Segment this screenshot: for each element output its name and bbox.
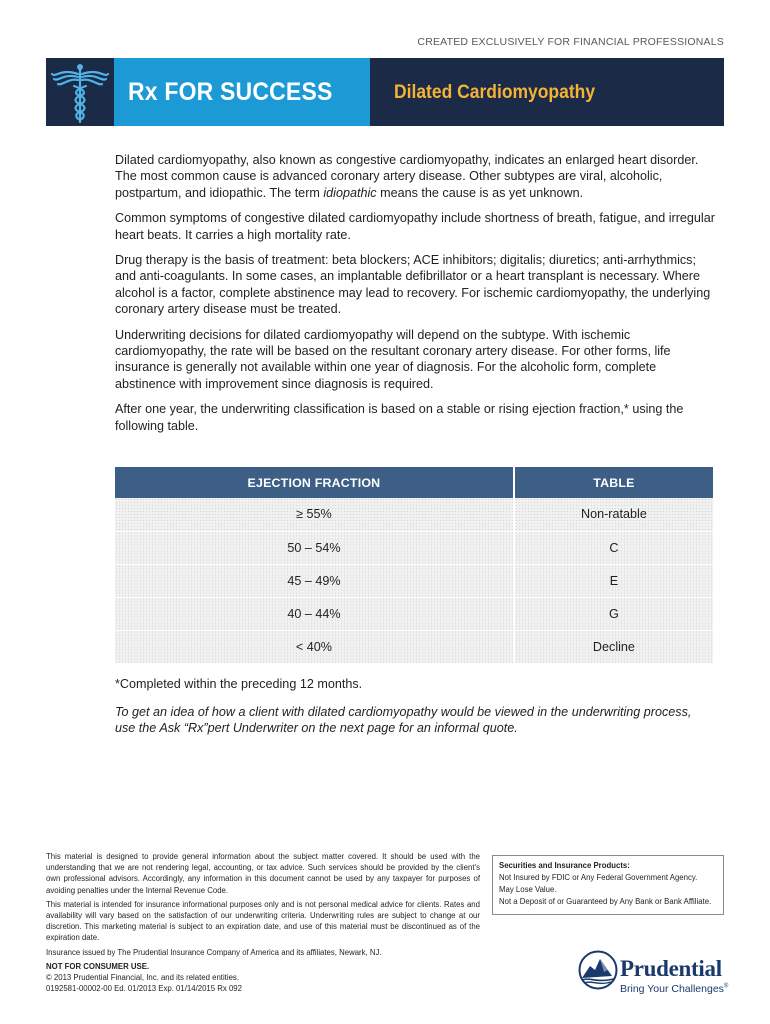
column-header-table: TABLE [514, 467, 713, 498]
ejection-fraction-cell: ≥ 55% [115, 498, 514, 531]
column-header-ejection-fraction: EJECTION FRACTION [115, 467, 514, 498]
prudential-logo [578, 950, 729, 1000]
disclaimer-general: This material is designed to provide general information about the subject matter covered. It should be used with the understanding that we are not rendering legal, accounting, or tax advice. Such services should be provided by the client’s own professional advisors. Accordingly, any information in this document cannot be used by any taxpayer for purposes of avoiding penalties under the Internal Revenue Code. [46, 852, 480, 895]
table-row [115, 564, 713, 597]
top-note: CREATED EXCLUSIVELY FOR FINANCIAL PROFESSIONALS [417, 36, 724, 48]
table-row [115, 498, 713, 531]
registered-mark: ® [723, 983, 729, 990]
series-title: Rx FOR SUCCESS [128, 78, 333, 106]
rating-cell: C [514, 531, 713, 564]
form-code: 0192581-00002-00 Ed. 01/2013 Exp. 01/14/2015 Rx 092 [46, 984, 242, 994]
brand-name: Prudential [620, 956, 722, 981]
securities-line: Not Insured by FDIC or Any Federal Government Agency. [499, 873, 698, 882]
ejection-fraction-cell: 50 – 54% [115, 531, 514, 564]
ejection-fraction-cell: 40 – 44% [115, 597, 514, 630]
table-footnote: *Completed within the preceding 12 months. [115, 677, 363, 691]
rating-cell: G [514, 597, 713, 630]
paragraph-definition: Dilated cardiomyopathy, also known as congestive cardiomyopathy, indicates an enlarged heart disorder. The most common cause is advanced coronary artery disease. Other subtypes are viral, alcoholic, postpartum, and idiopathic. The term idiopathic means the cause is as yet unknown. [115, 153, 699, 200]
rock-icon [578, 950, 618, 990]
term-idiopathic: idiopathic [323, 185, 377, 200]
ejection-fraction-table [115, 467, 713, 664]
securities-box [492, 855, 724, 915]
disclaimer-issuer: Insurance issued by The Prudential Insurance Company of America and its affiliates, Newark, NJ. [46, 947, 382, 957]
securities-line: Not a Deposit of or Guaranteed by Any Bank or Bank Affiliate. [499, 897, 712, 906]
table-row [115, 597, 713, 630]
ejection-fraction-cell: 45 – 49% [115, 564, 514, 597]
topic-title: Dilated Cardiomyopathy [394, 82, 596, 103]
securities-title: Securities and Insurance Products: [499, 861, 630, 870]
rating-cell: Decline [514, 630, 713, 663]
series-title-block [114, 58, 370, 126]
rating-cell: E [514, 564, 713, 597]
table-header-row [115, 467, 713, 498]
table-row [115, 630, 713, 663]
caduceus-logo [46, 58, 114, 126]
table-row [115, 531, 713, 564]
paragraph-classification: After one year, the underwriting classification is based on a stable or rising ejection fraction,* using the following table. [115, 402, 684, 433]
title-banner [46, 58, 724, 126]
brand-tagline: Bring Your Challenges® [620, 983, 729, 995]
paragraph-treatment: Drug therapy is the basis of treatment: beta blockers; ACE inhibitors; digitalis; diuretics; anti-arrhythmics; and anti-coagulants. In some cases, an implantable defibrillator or a heart transplant is necessary. Where alcohol is a factor, complete abstinence may lead to recovery. For ischemic cardiomyopathy, the underlying coronary artery disease must be treated. [115, 253, 711, 317]
paragraph-symptoms: Common symptoms of congestive dilated cardiomyopathy include shortness of breath, fatigue, and irregular heart beats. It carries a high mortality rate. [115, 211, 715, 242]
rating-cell: Non-ratable [514, 498, 713, 531]
caduceus-icon [50, 60, 110, 124]
not-for-consumer-use: NOT FOR CONSUMER USE. [46, 961, 150, 971]
closing-note: To get an idea of how a client with dilated cardiomyopathy would be viewed in the underwriting process, use the Ask “Rx”pert Underwriter on the next page for an informal quote. [115, 705, 692, 736]
article-body [115, 152, 715, 443]
legal-disclaimer [46, 851, 480, 994]
disclaimer-informational: This material is intended for insurance informational purposes only and is not personal medical advice for clients. Rates and availability will vary based on the satisfaction of our underwriting criteria. Underwriting rules are subject to change at our discretion. This marketing material is subject to an expiration date, and use of this material must be discontinued as of the expiration date. [46, 899, 480, 943]
securities-line: May Lose Value. [499, 885, 557, 894]
copyright: © 2013 Prudential Financial, Inc. and its related entities. [46, 973, 239, 983]
paragraph-underwriting: Underwriting decisions for dilated cardiomyopathy will depend on the subtype. With ischemic cardiomyopathy, the rate will be based on the resultant coronary artery disease. For other forms, life insurance is generally not available within one year of diagnosis. For the alcoholic form, complete abstinence with improvement since diagnosis is required. [115, 327, 671, 391]
ejection-fraction-cell: < 40% [115, 630, 514, 663]
